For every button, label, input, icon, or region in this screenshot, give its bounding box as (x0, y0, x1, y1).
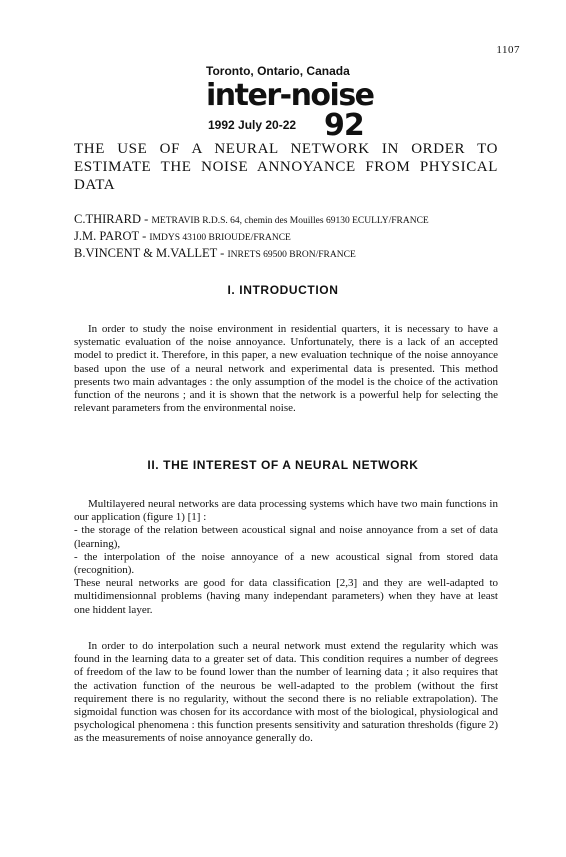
author-entry (74, 246, 514, 263)
conference-logo: inter-noise (206, 78, 374, 113)
author-affiliation: METRAVIB R.D.S. 64, chemin des Mouilles 69130 ECULLY/FRANCE (151, 216, 429, 226)
conference-date: 1992 July 20-22 (208, 118, 297, 132)
author-affiliation: INRETS 69500 BRON/FRANCE (227, 250, 356, 260)
section-heading-interest: II. THE INTEREST OF A NEURAL NETWORK (147, 458, 419, 472)
author-name: J.M. PAROT - (74, 229, 150, 243)
conference-year-mark: 92 (324, 108, 364, 143)
author-name: C.THIRARD - (74, 212, 152, 226)
section-heading-introduction: I. INTRODUCTION (227, 283, 339, 297)
interest-paragraph-end: These neural networks are good for data classification [2,3] and they are well-adapted to multidimensionnal problems (having many independant parameters) when they have at least one hiddent layer. (74, 577, 498, 616)
conference-header (206, 64, 376, 144)
paper-title: THE USE OF A NEURAL NETWORK IN ORDER TO ESTIMATE THE NOISE ANNOYANCE FROM PHYSICAL DATA (74, 141, 498, 193)
page-number: 1107 (496, 44, 520, 56)
interest-paragraph-intro: Multilayered neural networks are data processing systems which have two main functions in our application (figure 1) [1] : (74, 498, 498, 524)
introduction-paragraph: In order to study the noise environment in residential quarters, it is necessary to have a systematic evaluation of the noise annoyance. Unfortunately, there is a lack of an accepted model to predict it. Therefore, in this paper, a new evaluation technique of the noise annoyance based upon the use of a neural network and experimental data is presented. This method presents two main advantages : the only assumption of the model is the choice of the activation function of the neurons ; and it is shown that the network is a powerful help for selecting the relevant parameters from the environmental noise. (74, 323, 498, 415)
author-entry (74, 229, 514, 246)
author-entry (74, 212, 514, 229)
interest-paragraph-1 (74, 498, 498, 617)
interest-list-item: - the storage of the relation between acoustical signal and noise annoyance from a set of data (learning), (74, 524, 498, 550)
interest-paragraph-2: In order to do interpolation such a neural network must extend the regularity which was found in the learning data to a greater set of data. This condition requires a number of degrees of freedom of the law to be found lower than the number of learning data ; it also requires that the activation function of the neurous be well-adapted to the problem (without the first requirement there is no regularity, without the second there is no reliable extrapolation). The sigmoidal function was chosen for its accordance with most of the biological, physiological and psychological phenomena : this function presents sensitivity and saturation thresholds (figure 2) as the measurements of noise annoyance generally do. (74, 640, 498, 745)
author-list (74, 212, 514, 263)
author-name: B.VINCENT & M.VALLET - (74, 246, 228, 260)
conference-location: Toronto, Ontario, Canada (206, 64, 350, 78)
author-affiliation: IMDYS 43100 BRIOUDE/FRANCE (149, 233, 291, 243)
interest-list-item: - the interpolation of the noise annoyance of a new acoustical signal from stored data (recognition). (74, 550, 498, 577)
